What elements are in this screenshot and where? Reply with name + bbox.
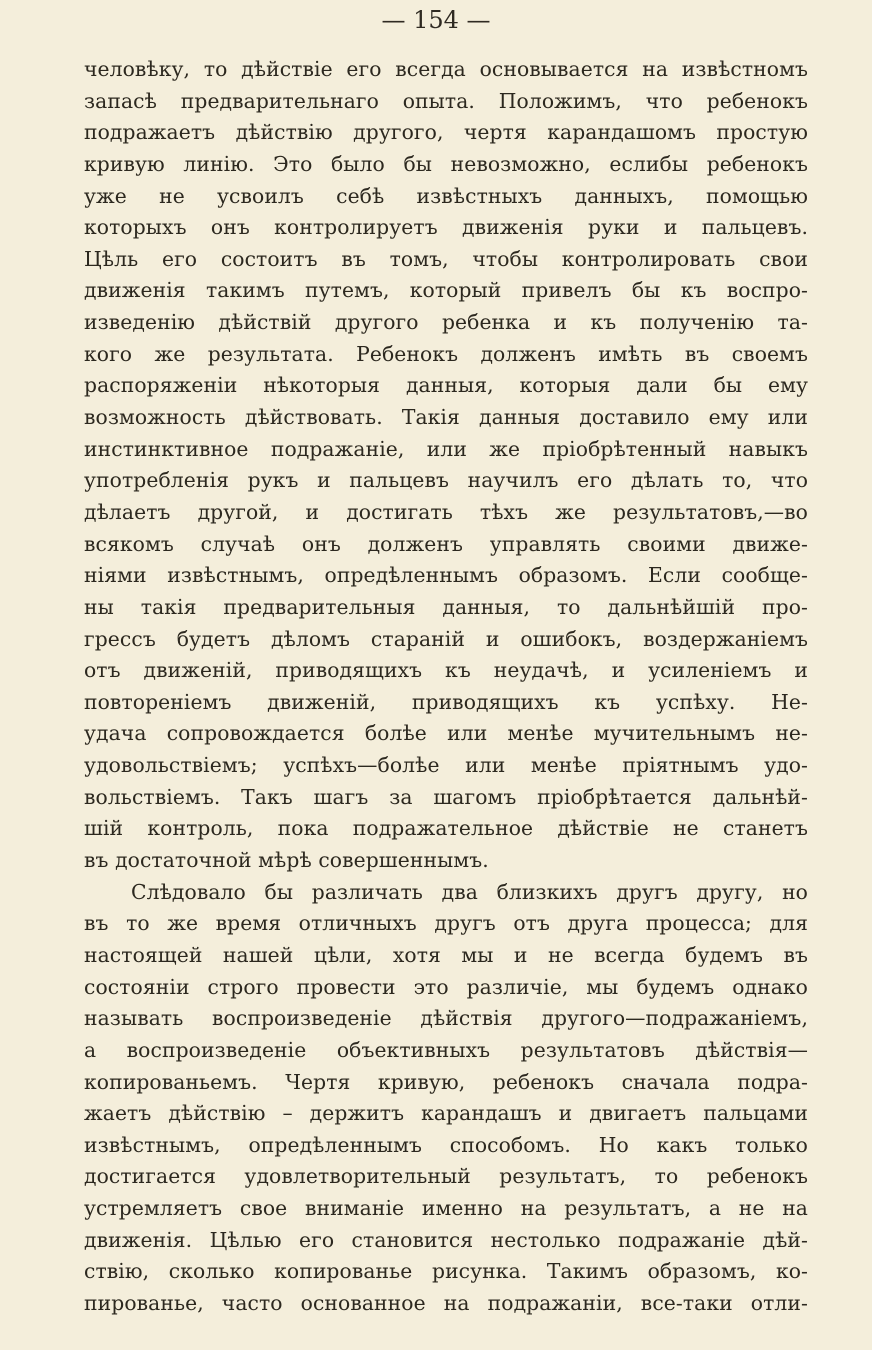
text-line: распоряженіи нѣкоторыя данныя, которыя дали бы ему	[84, 373, 808, 398]
text-line: инстинктивное подражаніе, или же пріобрѣтенный навыкъ	[84, 436, 808, 461]
text-line: состояніи строго провести это различіе, мы будемъ однако	[84, 974, 808, 999]
text-line: возможность дѣйствовать. Такія данныя доставило ему или	[84, 405, 808, 430]
text-line: ніями извѣстнымъ, опредѣленнымъ образомъ. Если сообще-	[84, 563, 808, 588]
text-line: дѣлаетъ другой, и достигать тѣхъ же результатовъ,—во	[84, 499, 808, 524]
text-line: удача сопровождается болѣе или менѣе мучительнымъ не-	[84, 721, 808, 746]
text-line: изведенію дѣйствій другого ребенка и къ полученію та-	[84, 310, 808, 335]
text-line: въ то же время отличныхъ другъ отъ друга процесса; для	[84, 911, 808, 936]
body-text	[84, 54, 808, 1320]
text-line: называть воспроизведеніе дѣйствія другого—подражаніемъ,	[84, 1006, 808, 1031]
text-line: кривую линію. Это было бы невозможно, еслибы ребенокъ	[84, 151, 808, 176]
text-line: жаетъ дѣйствію – держитъ карандашъ и двигаетъ пальцами	[84, 1101, 808, 1126]
text-line: отъ движеній, приводящихъ къ неудачѣ, и усиленіемъ и	[84, 658, 808, 683]
paragraph-start-line: Слѣдовало бы различать два близкихъ другъ другу, но	[131, 879, 808, 904]
text-line: ны такія предварительныя данныя, то дальнѣйшій про-	[84, 594, 808, 619]
text-line: а воспроизведеніе объективныхъ результатовъ дѣйствія—	[84, 1037, 808, 1062]
text-line: запасѣ предварительнаго опыта. Положимъ, что ребенокъ	[84, 88, 808, 113]
text-line: подражаетъ дѣйствію другого, чертя карандашомъ простую	[84, 120, 808, 145]
text-line: которыхъ онъ контролируетъ движенія руки и пальцевъ.	[84, 215, 808, 240]
text-line: употребленія рукъ и пальцевъ научилъ его дѣлать то, что	[84, 468, 808, 493]
text-line: пированье, часто основанное на подражаніи, все-таки отли-	[84, 1290, 808, 1315]
text-line: движенія. Цѣлью его становится нестолько подражаніе дѣй-	[84, 1227, 808, 1252]
text-line: ствію, сколько копированье рисунка. Такимъ образомъ, ко-	[84, 1259, 808, 1284]
text-line: удовольствіемъ; успѣхъ—болѣе или менѣе пріятнымъ удо-	[84, 753, 808, 778]
text-line: устремляетъ свое вниманіе именно на результатъ, а не на	[84, 1196, 808, 1221]
text-line: шій контроль, пока подражательное дѣйствіе не станетъ	[84, 816, 808, 841]
paragraph-end-line: въ достаточной мѣрѣ совершеннымъ.	[84, 848, 489, 873]
text-line: грессъ будетъ дѣломъ стараній и ошибокъ, воздержаніемъ	[84, 626, 808, 651]
text-line: вольствіемъ. Такъ шагъ за шагомъ пріобрѣтается дальнѣй-	[84, 784, 808, 809]
text-line: извѣстнымъ, опредѣленнымъ способомъ. Но какъ только	[84, 1132, 808, 1157]
page-number: — 154 —	[381, 6, 491, 34]
text-line: копированьемъ. Чертя кривую, ребенокъ сначала подра-	[84, 1069, 808, 1094]
text-line: человѣку, то дѣйствіе его всегда основывается на извѣстномъ	[84, 57, 808, 81]
text-line: Цѣль его состоитъ въ томъ, чтобы контролировать свои	[84, 246, 808, 271]
text-line: всякомъ случаѣ онъ долженъ управлять своими движе-	[84, 531, 808, 556]
text-line: настоящей нашей цѣли, хотя мы и не всегда будемъ въ	[84, 942, 808, 967]
text-line: достигается удовлетворительный результатъ, то ребенокъ	[84, 1164, 808, 1189]
text-line: уже не усвоилъ себѣ извѣстныхъ данныхъ, помощью	[84, 183, 808, 208]
text-line: движенія такимъ путемъ, который привелъ бы къ воспро-	[84, 278, 808, 303]
text-line: кого же результата. Ребенокъ долженъ имѣть въ своемъ	[84, 341, 808, 366]
text-line: повтореніемъ движеній, приводящихъ къ успѣху. Не-	[84, 689, 808, 714]
